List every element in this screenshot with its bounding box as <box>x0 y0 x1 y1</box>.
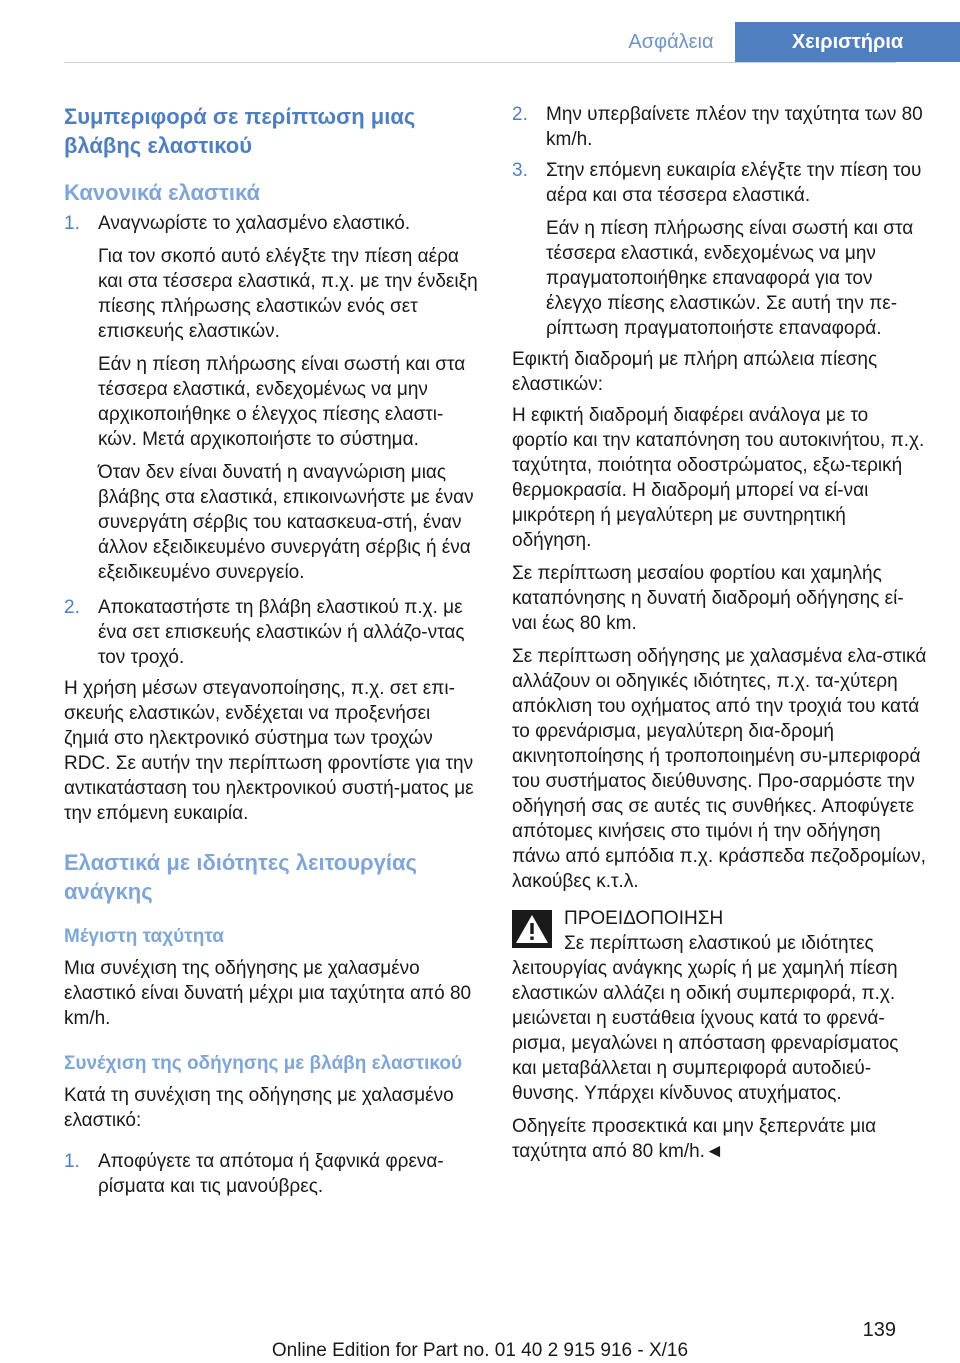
list-text: Όταν δεν είναι δυνατή η αναγνώριση μιας βλάβης στα ελαστικά, επικοινωνήστε με έναν συνεργάτη σέρβις του κατασκευα‐στή, έναν άλλον εξειδικευμένο συνεργάτη σέρβις ή ένα εξειδικευμένο συνεργείο. <box>98 462 474 583</box>
warning-triangle-icon <box>512 910 552 948</box>
paragraph-rdc: Η χρήση μέσων στεγανοποίησης, π.χ. σετ επι‐σκευής ελαστικών, ενδέχεται να προξενήσει ζημιά στο ηλεκτρονικό σύστημα των τροχών RDC. Σε αυτήν την περίπτωση φροντίστε για την αντικατάσταση του ηλεκτρονικού συστή‐ματος με την επόμενη ευκαιρία. <box>64 678 474 824</box>
list-item <box>64 1149 478 1199</box>
list-text: Αναγνωρίστε το χαλασμένο ελαστικό. <box>98 213 411 234</box>
heading-normal-tires: Κανονικά ελαστικά <box>64 180 261 205</box>
paragraph-range: Η εφικτή διαδρομή διαφέρει ανάλογα με το φορτίο και την καταπόνηση του αυτοκινήτου, π.χ. ταχύτητα, ποιότητα οδοστρώματος, εξω‐τερική θερμοκρασία. Η διαδρομή μπορεί να εί‐ναι μικρότερη ή μεγαλύτερη με συντηρητική οδήγηση. <box>512 405 925 551</box>
steps-list-continued <box>512 102 928 341</box>
header-rule <box>64 62 896 63</box>
right-column <box>512 102 928 1164</box>
list-text: Εάν η πίεση πλήρωσης είναι σωστή και στα τέσσερα ελαστικά, ενδεχομένως να μην πραγματοποιήθηκε επαναφορά για τον έλεγχο πίεσης ελαστικών. Σε αυτή την πε‐ρίπτωση πραγματοποιήστε επαναφορά. <box>546 218 914 339</box>
steps-list-2 <box>64 1149 478 1199</box>
page-title: Συμπεριφορά σε περίπτωση μιας βλάβης ελαστικού <box>64 104 416 158</box>
warning-label: ΠΡΟΕΙΔΟΠΟΙΗΣΗ <box>564 908 724 929</box>
left-column <box>64 102 478 1199</box>
list-number: 2. <box>64 597 80 618</box>
list-number: 1. <box>64 1151 80 1172</box>
list-text: Στην επόμενη ευκαιρία ελέγξτε την πίεση του αέρα και στα τέσσερα ελαστικά. <box>546 160 922 206</box>
list-text: Εάν η πίεση πλήρωσης είναι σωστή και στα τέσσερα ελαστικά, ενδεχομένως να μην αρχικοποιήθηκε ο έλεγχος πίεσης ελαστι‐κών. Μετά αρχικοποιήστε το σύστημα. <box>98 354 466 450</box>
list-item <box>512 158 928 341</box>
heading-continue-driving: Συνέχιση της οδήγησης με βλάβη ελαστικού <box>64 1053 463 1074</box>
paragraph-max-speed: Μια συνέχιση της οδήγησης με χαλασμένο ελαστικό είναι δυνατή μέχρι μια ταχύτητα από 80 km/h. <box>64 958 472 1029</box>
warning-final-text: Οδηγείτε προσεκτικά και μην ξεπερνάτε μια ταχύτητα από 80 km/h.◄ <box>512 1116 877 1162</box>
paragraph-driving-properties: Σε περίπτωση οδήγησης με χαλασμένα ελα‐στικά αλλάζουν οι οδηγικές ιδιότητες, π.χ. τα‐χύτερη απόκλιση του οχήματος από την τροχιά του κατά το φρενάρισμα, μεγαλύτερη δια‐δρομή ακινητοποίησης ή τροποποιημένη συ‐μπεριφορά του συστήματος διεύθυνσης. Προ‐σαρμόστε την οδήγησή σας σε αυτές τις συνθήκες. Αποφύγετε απότομες κινήσεις στο τιμόνι ή την οδήγηση πάνω από εμπόδια π.χ. κράσπεδα πεζοδρομίων, λακούβες κ.τ.λ. <box>512 646 927 892</box>
list-text: Για τον σκοπό αυτό ελέγξτε την πίεση αέρα και στα τέσσερα ελαστικά, π.χ. με την ένδειξη πίεσης πλήρωσης ελαστικών ενός σετ επισκευής ελαστικών. <box>98 246 478 342</box>
section-tab: Ασφάλεια <box>628 30 714 53</box>
list-item <box>64 595 478 670</box>
paragraph-continue-driving: Κατά τη συνέχιση της οδήγησης με χαλασμένο ελαστικό: <box>64 1085 454 1131</box>
heading-runflat-tires: Ελαστικά με ιδιότητες λειτουργίας ανάγκης <box>64 850 417 904</box>
paragraph-medium-load: Σε περίπτωση μεσαίου φορτίου και χαμηλής καταπόνησης η δυνατή διαδρομή οδήγησης εί‐ναι έως 80 km. <box>512 563 904 634</box>
list-number: 3. <box>512 160 528 181</box>
list-item <box>64 211 478 585</box>
heading-max-speed: Μέγιστη ταχύτητα <box>64 926 224 947</box>
list-text: Αποκαταστήστε τη βλάβη ελαστικού π.χ. με ένα σετ επισκευής ελαστικών ή αλλάζο‐ντας τον τροχό. <box>98 597 465 668</box>
warning-box <box>512 906 928 1164</box>
warning-text-first-line: Σε περίπτωση ελαστικού με ιδιότητες <box>564 933 874 954</box>
list-text: Αποφύγετε τα απότομα ή ξαφνικά φρενα‐ρίσματα και τις μανούβρες. <box>98 1151 444 1197</box>
list-number: 2. <box>512 104 528 125</box>
page-number: 139 <box>862 1319 896 1341</box>
list-item <box>512 102 928 152</box>
page-header <box>607 22 960 62</box>
list-number: 1. <box>64 213 80 234</box>
steps-list-1 <box>64 211 478 670</box>
chapter-tab: Χειριστήρια <box>735 22 960 62</box>
warning-text: λειτουργίας ανάγκης χωρίς ή με χαμηλή πίεση ελαστικών αλλάζει η οδική συμπεριφορά, π.χ. μειώνεται η ευστάθεια ίχνους κατά το φρενά‐ρισμα, μεγαλώνει η απόσταση φρεναρίσματος και μεταβάλλεται η συμπεριφορά αυτοδιεύ‐θυνσης. Υπάρχει κίνδυνος ατυχήματος. <box>512 958 899 1104</box>
list-text: Μην υπερβαίνετε πλέον την ταχύτητα των 80 km/h. <box>546 104 923 150</box>
footer-edition: Online Edition for Part no. 01 40 2 915 916 - X/16 <box>271 1340 689 1361</box>
paragraph-range-label: Εφικτή διαδρομή με πλήρη απώλεια πίεσης ελαστικών: <box>512 349 878 395</box>
